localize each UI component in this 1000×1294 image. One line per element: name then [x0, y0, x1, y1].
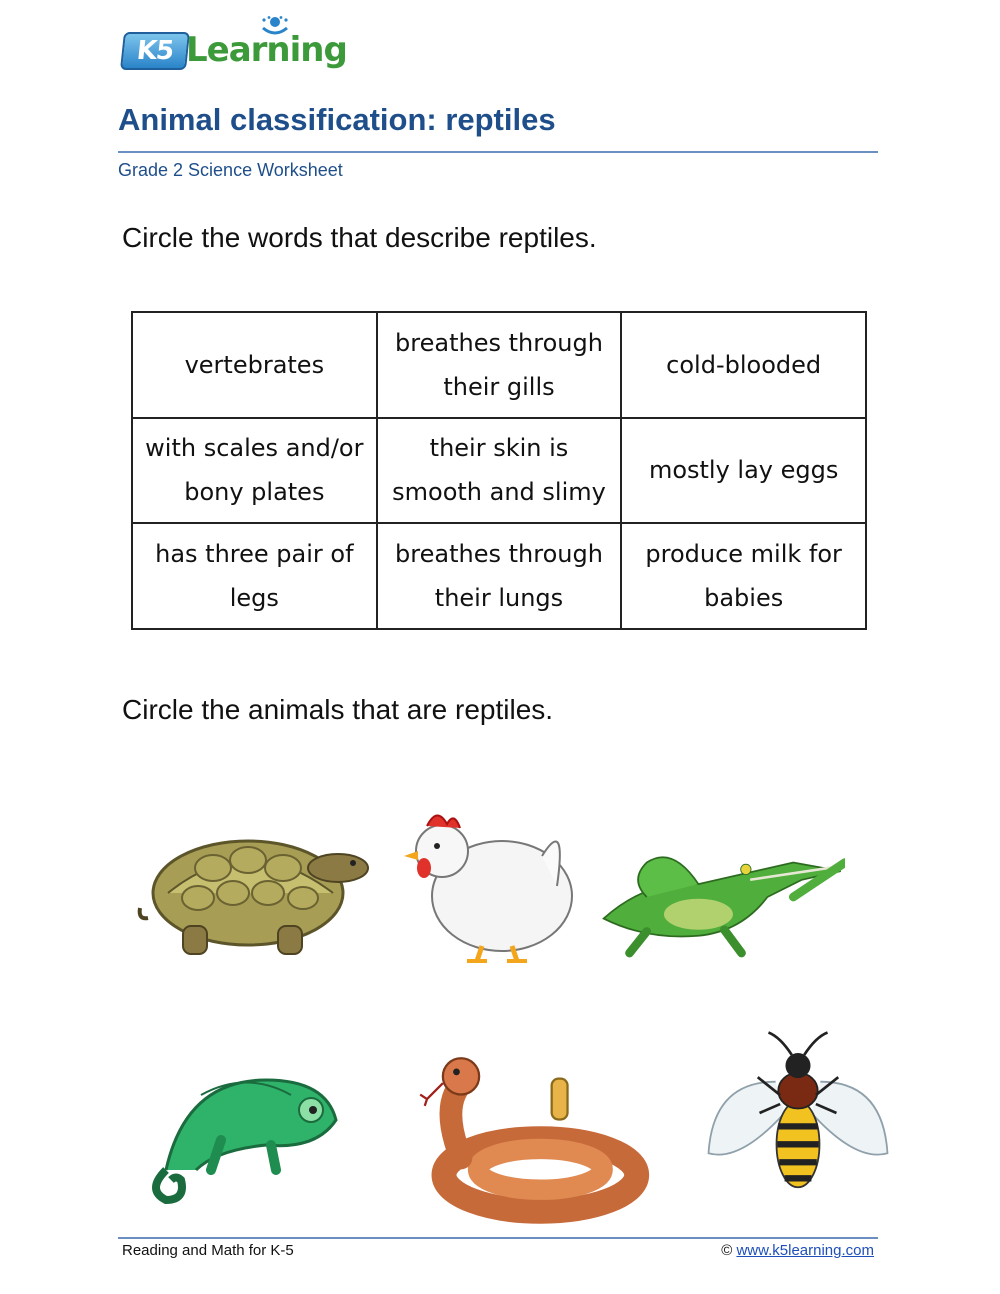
snake-icon[interactable]	[404, 1056, 654, 1226]
table-cell[interactable]: mostly lay eggs	[621, 418, 866, 524]
footer-tagline: Reading and Math for K-5	[122, 1242, 294, 1259]
table-row	[132, 418, 866, 524]
copyright-symbol: ©	[721, 1242, 733, 1259]
table-cell[interactable]: breathes through their gills	[377, 312, 622, 418]
reptile-words-table	[131, 311, 867, 630]
tortoise-icon[interactable]	[128, 808, 378, 978]
instruction-animals: Circle the animals that are reptiles.	[122, 694, 554, 725]
table-cell[interactable]: their skin is smooth and slimy	[377, 418, 622, 524]
table-cell[interactable]: has three pair of legs	[132, 523, 377, 629]
crocodile-icon[interactable]	[595, 812, 845, 982]
bee-icon[interactable]	[673, 1028, 923, 1198]
logo-figure-icon	[260, 16, 290, 42]
page-title: Animal classification: reptiles	[118, 102, 556, 137]
k5-learning-logo	[122, 26, 347, 74]
header-divider	[118, 151, 878, 153]
table-cell[interactable]: with scales and/or bony plates	[132, 418, 377, 524]
table-row	[132, 312, 866, 418]
table-cell[interactable]: produce milk for babies	[621, 523, 866, 629]
instruction-words: Circle the words that describe reptiles.	[122, 222, 597, 253]
table-cell[interactable]: vertebrates	[132, 312, 377, 418]
chameleon-icon[interactable]	[126, 1040, 376, 1210]
table-row	[132, 523, 866, 629]
footer-divider	[118, 1237, 878, 1239]
table-cell[interactable]: breathes through their lungs	[377, 523, 622, 629]
logo-k5-badge: K5	[120, 32, 190, 70]
logo-wordmark: Learning	[186, 30, 347, 70]
page-subtitle: Grade 2 Science Worksheet	[118, 160, 343, 180]
footer-copyright	[721, 1242, 874, 1259]
table-cell[interactable]: cold-blooded	[621, 312, 866, 418]
footer-link[interactable]: www.k5learning.com	[736, 1242, 874, 1259]
